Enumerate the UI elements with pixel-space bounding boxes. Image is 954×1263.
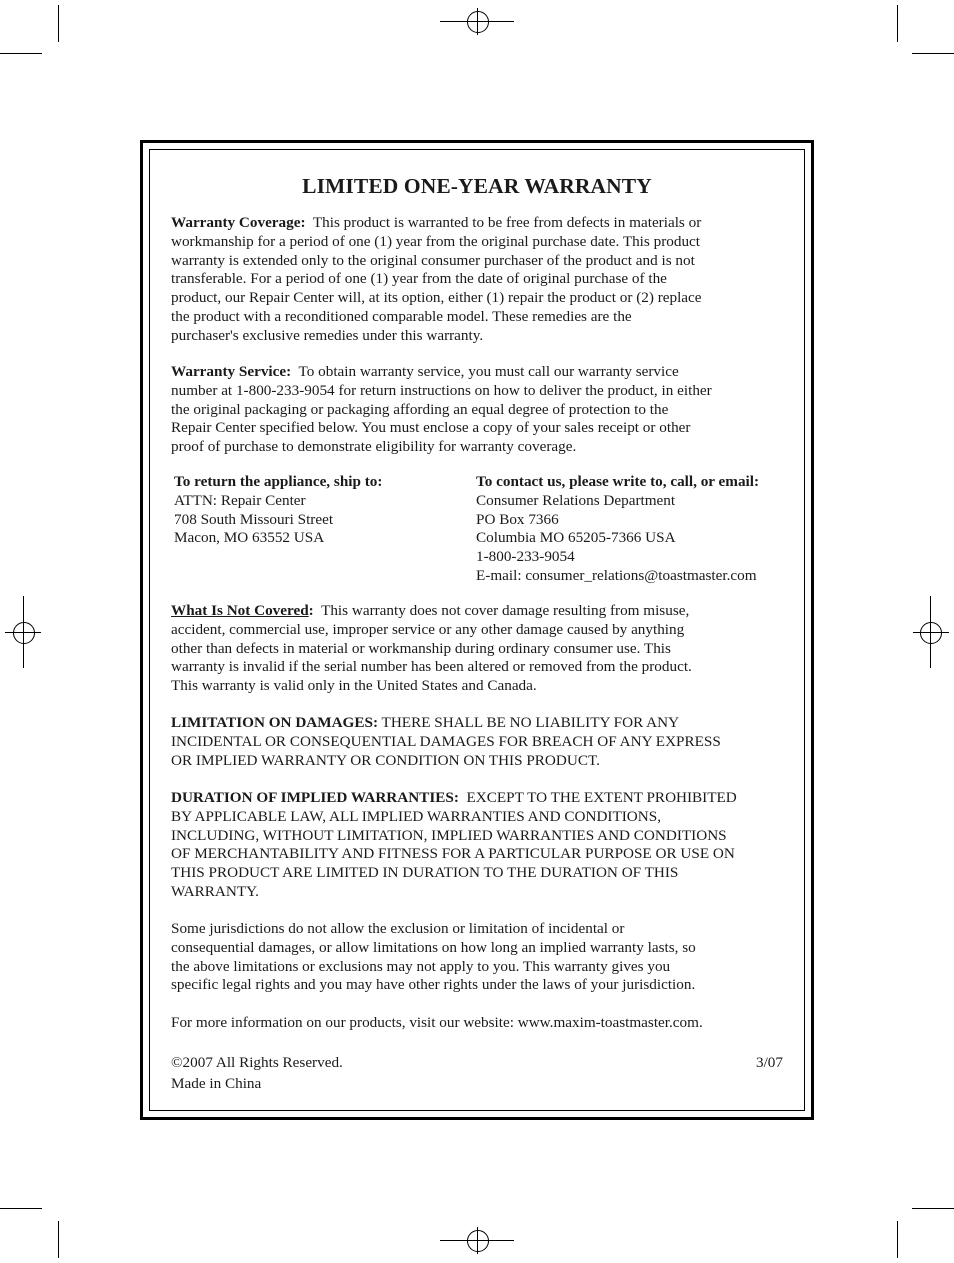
contact-line: PO Box 7366 (476, 510, 559, 528)
coverage-line: transferable. For a period of one (1) year from the date of original purchase of the (171, 270, 667, 288)
limitation-label: LIMITATION ON DAMAGES: (171, 714, 379, 731)
footer-copyright (171, 1054, 791, 1094)
service-line: Repair Center specified below. You must enclose a copy of your sales receipt or other (171, 419, 691, 437)
more-info-text: For more information on our products, visit our website: www.maxim-toastmaster.com. (171, 1014, 703, 1031)
coverage-line: product, our Repair Center will, at its option, either (1) repair the product or (2) replace (171, 289, 702, 307)
duration-line: EXCEPT TO THE EXTENT PROHIBITED (466, 789, 737, 806)
not-covered-line: accident, commercial use, improper service or any other damage caused by anything (171, 620, 685, 638)
crop-mark (912, 1208, 954, 1209)
duration-line: BY APPLICABLE LAW, ALL IMPLIED WARRANTIES AND CONDITIONS, (171, 807, 661, 825)
not-covered-line: other than defects in material or workmanship during ordinary consumer use. This (171, 639, 671, 657)
service-line: number at 1-800-233-9054 for return instructions on how to deliver the product, in either (171, 381, 712, 399)
not-covered-line: This warranty is valid only in the United States and Canada. (171, 677, 537, 695)
coverage-line: warranty is extended only to the original consumer purchaser of the product and is not (171, 251, 695, 269)
limitation-line: INCIDENTAL OR CONSEQUENTIAL DAMAGES FOR BREACH OF ANY EXPRESS (171, 732, 721, 750)
duration-line: THIS PRODUCT ARE LIMITED IN DURATION TO THE DURATION OF THIS (171, 864, 679, 882)
page-title: LIMITED ONE-YEAR WARRANTY (302, 174, 652, 198)
ship-to-line: Macon, MO 63552 USA (174, 529, 325, 547)
ship-to-line: ATTN: Repair Center (174, 491, 306, 509)
ship-to-heading: To return the appliance, ship to: (174, 473, 383, 490)
jurisdictions-paragraph (171, 920, 791, 995)
duration-line: OF MERCHANTABILITY AND FITNESS FOR A PARTICULAR PURPOSE OR USE ON (171, 845, 735, 863)
jurisdictions-line: the above limitations or exclusions may not apply to you. This warranty gives you (171, 957, 671, 975)
coverage-label: Warranty Coverage: (171, 214, 306, 231)
crop-mark (58, 1221, 59, 1258)
duration-line: INCLUDING, WITHOUT LIMITATION, IMPLIED WARRANTIES AND CONDITIONS (171, 826, 727, 844)
copyright-text: ©2007 All Rights Reserved. (171, 1054, 343, 1071)
ship-to-address (174, 473, 382, 548)
limitation-line: OR IMPLIED WARRANTY OR CONDITION ON THIS PRODUCT. (171, 751, 600, 769)
coverage-line: workmanship for a period of one (1) year from the original purchase date. This product (171, 232, 701, 250)
not-covered-colon: : (308, 602, 314, 619)
service-line: the original packaging or packaging affording an equal degree of protection to the (171, 400, 669, 418)
contact-email: E-mail: consumer_relations@toastmaster.com (476, 566, 757, 584)
not-covered-label: What Is Not Covered (171, 602, 309, 619)
coverage-paragraph (171, 214, 791, 346)
service-line: proof of purchase to demonstrate eligibility for warranty coverage. (171, 438, 577, 456)
not-covered-line: warranty is invalid if the serial number has been altered or removed from the product. (171, 658, 692, 676)
contact-heading: To contact us, please write to, call, or email: (476, 473, 760, 490)
coverage-line: purchaser's exclusive remedies under this warranty. (171, 326, 484, 344)
warranty-frame (140, 140, 814, 1120)
crop-mark (912, 53, 954, 54)
service-label: Warranty Service: (171, 363, 292, 380)
contact-line: Columbia MO 65205-7366 USA (476, 529, 676, 547)
coverage-line: the product with a reconditioned comparable model. These remedies are the (171, 307, 632, 325)
crop-mark (0, 1208, 42, 1209)
not-covered-paragraph (171, 602, 791, 696)
crop-mark (0, 53, 42, 54)
more-info-paragraph (171, 1014, 791, 1033)
crop-mark (58, 5, 59, 42)
duration-label: DURATION OF IMPLIED WARRANTIES: (171, 789, 459, 806)
limitation-paragraph (171, 714, 791, 770)
service-paragraph (171, 363, 791, 457)
coverage-line: This product is warranted to be free from defects in materials or (312, 214, 702, 231)
warranty-frame-inner (149, 149, 805, 1111)
not-covered-line: This warranty does not cover damage resulting from misuse, (321, 602, 690, 619)
duration-line: WARRANTY. (171, 882, 259, 900)
service-line: To obtain warranty service, you must call our warranty service (298, 363, 679, 380)
limitation-line: THERE SHALL BE NO LIABILITY FOR ANY (381, 714, 680, 731)
jurisdictions-line: specific legal rights and you may have other rights under the laws of your jurisdiction. (171, 976, 696, 994)
contact-phone: 1-800-233-9054 (476, 548, 575, 566)
revision-date: 3/07 (755, 1054, 783, 1071)
crop-mark (897, 1221, 898, 1258)
ship-to-line: 708 South Missouri Street (174, 510, 334, 528)
duration-paragraph (171, 789, 791, 902)
crop-mark (897, 5, 898, 42)
jurisdictions-line: Some jurisdictions do not allow the exclusion or limitation of incidental or (171, 920, 625, 937)
jurisdictions-line: consequential damages, or allow limitations on how long an implied warranty lasts, so (171, 938, 696, 956)
made-in-text: Made in China (171, 1074, 262, 1092)
contact-line: Consumer Relations Department (476, 491, 676, 509)
contact-address (476, 473, 759, 586)
